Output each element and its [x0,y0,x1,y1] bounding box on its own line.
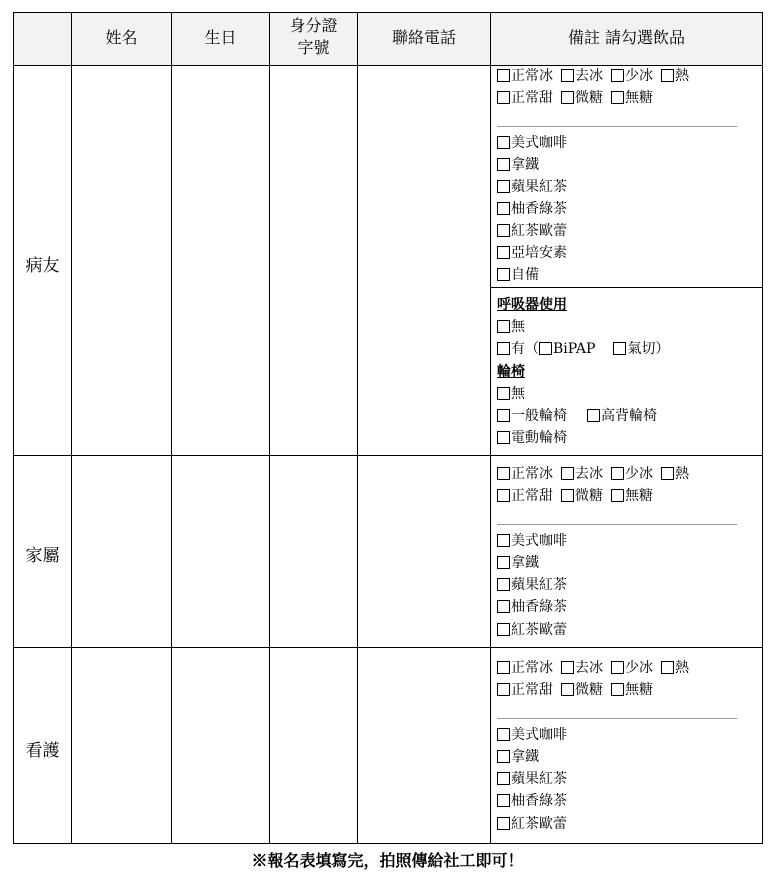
notes-subdivider [490,287,763,288]
sugar-normal-label: 正常甜 [511,90,553,106]
wheelchair-section-title: 輪椅 [497,364,525,380]
drink-label: 柚香綠茶 [511,793,567,809]
ice-normal-checkbox[interactable] [497,467,510,480]
ice-no-label: 去冰 [575,68,603,84]
sugar-less-label: 微糖 [575,90,603,106]
drink-label: 拿鐵 [511,749,539,765]
drink-checkbox[interactable] [497,534,510,547]
respirator-yes-checkbox[interactable] [497,342,510,355]
drink-option[interactable] [497,770,567,788]
respirator-yes-label: 有（ [511,341,539,357]
drink-checkbox[interactable] [497,158,510,171]
ice-less-checkbox[interactable] [611,661,624,674]
drink-checkbox[interactable] [497,136,510,149]
wheelchair-general-label: 一般輪椅 [511,408,567,424]
drink-checkbox[interactable] [497,578,510,591]
hot-label: 熱 [675,466,689,482]
drink-option[interactable] [497,266,539,284]
sugar-normal-checkbox[interactable] [497,91,510,104]
sugar-normal-checkbox[interactable] [497,683,510,696]
sugar-free-label: 無糖 [625,682,653,698]
drink-label: 柚香綠茶 [511,201,567,217]
sugar-free-checkbox[interactable] [611,683,624,696]
drink-label: 亞培安素 [511,245,567,261]
ice-normal-checkbox[interactable] [497,69,510,82]
drink-label: 拿鐵 [511,157,539,173]
drink-label: 蘋果紅茶 [511,577,567,593]
header-name: 姓名 [105,28,138,47]
column-border [357,12,358,844]
table-border-bottom [13,843,763,844]
ice-options-family [497,465,689,483]
options-separator [497,718,737,719]
drink-option[interactable] [497,726,567,744]
respirator-yes-option [497,340,669,358]
header-phone: 聯絡電話 [391,28,456,47]
ice-no-label: 去冰 [575,466,603,482]
drink-label: 美式咖啡 [511,727,567,743]
respirator-none-checkbox[interactable] [497,320,510,333]
drink-label: 拿鐵 [511,555,539,571]
header-id-line2: 字號 [297,38,330,57]
wheelchair-none-checkbox[interactable] [497,387,510,400]
header-birthday: 生日 [204,28,237,47]
table-border-top [13,12,763,13]
sugar-normal-label: 正常甜 [511,488,553,504]
ice-less-label: 少冰 [625,660,653,676]
sugar-free-label: 無糖 [625,90,653,106]
wheelchair-electric-option[interactable] [497,429,567,447]
drink-label: 美式咖啡 [511,533,567,549]
column-border [171,12,172,844]
wheelchair-type-options [497,407,657,425]
drink-checkbox[interactable] [497,180,510,193]
bipap-checkbox[interactable] [539,342,552,355]
respirator-section-title: 呼吸器使用 [497,297,567,313]
drink-checkbox[interactable] [497,600,510,613]
wheelchair-electric-label: 電動輪椅 [511,430,567,446]
drink-option[interactable] [497,554,539,572]
hot-checkbox[interactable] [661,661,674,674]
drink-option[interactable] [497,598,567,616]
wheelchair-none-label: 無 [511,386,525,402]
ice-less-checkbox[interactable] [611,467,624,480]
tracheostomy-checkbox[interactable] [613,342,626,355]
ice-no-checkbox[interactable] [561,69,574,82]
sugar-less-checkbox[interactable] [561,91,574,104]
drink-option[interactable] [497,621,567,639]
tracheostomy-label: 氣切） [627,341,670,357]
respirator-none-option[interactable] [497,318,525,336]
drink-checkbox[interactable] [497,750,510,763]
header-id-number [270,15,357,59]
drink-label: 紅茶歐蕾 [511,223,567,239]
drink-option[interactable] [497,244,567,262]
hot-checkbox[interactable] [661,69,674,82]
drink-checkbox[interactable] [497,728,510,741]
row-divider-2 [13,647,763,648]
drink-option[interactable] [497,134,567,152]
header-id-line1: 身分證 [289,16,338,35]
sugar-less-label: 微糖 [575,682,603,698]
sugar-less-label: 微糖 [575,488,603,504]
drink-label: 紅茶歐蕾 [511,816,567,832]
drink-option[interactable] [497,156,539,174]
drink-option[interactable] [497,815,567,833]
hot-label: 熱 [675,68,689,84]
drink-option[interactable] [497,792,567,810]
sugar-less-checkbox[interactable] [561,683,574,696]
sugar-options-family [497,487,653,505]
sugar-less-checkbox[interactable] [561,489,574,502]
header-notes: 備註 請勾選飲品 [567,28,686,47]
drink-checkbox[interactable] [497,817,510,830]
drink-label: 蘋果紅茶 [511,179,567,195]
drink-checkbox[interactable] [497,556,510,569]
sugar-options-patient [497,89,653,107]
drink-checkbox[interactable] [497,202,510,215]
column-border [71,12,72,844]
drink-option[interactable] [497,576,567,594]
drink-label: 紅茶歐蕾 [511,622,567,638]
drink-label: 柚香綠茶 [511,599,567,615]
options-separator [497,126,737,127]
options-separator [497,524,737,525]
sugar-normal-checkbox[interactable] [497,489,510,502]
drink-option[interactable] [497,200,567,218]
drink-option[interactable] [497,532,567,550]
row-label-family: 家屬 [25,546,60,566]
sugar-normal-label: 正常甜 [511,682,553,698]
drink-option[interactable] [497,178,567,196]
drink-checkbox[interactable] [497,772,510,785]
ice-less-checkbox[interactable] [611,69,624,82]
ice-less-label: 少冰 [625,466,653,482]
sugar-free-checkbox[interactable] [611,489,624,502]
sugar-options-caregiver [497,681,653,699]
wheelchair-none-option[interactable] [497,385,525,403]
ice-no-checkbox[interactable] [561,661,574,674]
sugar-free-label: 無糖 [625,488,653,504]
bipap-label: BiPAP [553,341,596,357]
drink-checkbox[interactable] [497,623,510,636]
sugar-free-checkbox[interactable] [611,91,624,104]
drink-checkbox[interactable] [497,794,510,807]
wheelchair-general-checkbox[interactable] [497,409,510,422]
row-label-caregiver: 看護 [25,741,60,761]
wheelchair-highback-label: 高背輪椅 [601,408,657,424]
drink-label: 美式咖啡 [511,135,567,151]
drink-label: 自備 [511,267,539,283]
ice-options-patient [497,67,689,85]
hot-checkbox[interactable] [661,467,674,480]
row-divider-1 [13,455,763,456]
drink-checkbox[interactable] [497,224,510,237]
drink-option[interactable] [497,748,539,766]
footer-note: ※報名表填寫完，拍照傳給社工即可！ [251,851,524,870]
drink-option[interactable] [497,222,567,240]
ice-no-checkbox[interactable] [561,467,574,480]
wheelchair-electric-checkbox[interactable] [497,431,510,444]
ice-normal-label: 正常冰 [511,68,553,84]
respirator-none-label: 無 [511,319,525,335]
ice-less-label: 少冰 [625,68,653,84]
column-border [762,12,763,844]
ice-normal-checkbox[interactable] [497,661,510,674]
column-border [269,12,270,844]
drink-checkbox[interactable] [497,246,510,259]
ice-normal-label: 正常冰 [511,660,553,676]
ice-normal-label: 正常冰 [511,466,553,482]
header-divider [13,65,763,66]
drink-checkbox[interactable] [497,268,510,281]
wheelchair-highback-checkbox[interactable] [587,409,600,422]
ice-options-caregiver [497,659,689,677]
column-border [490,12,491,844]
row-label-patient: 病友 [25,256,60,276]
drink-label: 蘋果紅茶 [511,771,567,787]
ice-no-label: 去冰 [575,660,603,676]
column-border [13,12,14,844]
hot-label: 熱 [675,660,689,676]
